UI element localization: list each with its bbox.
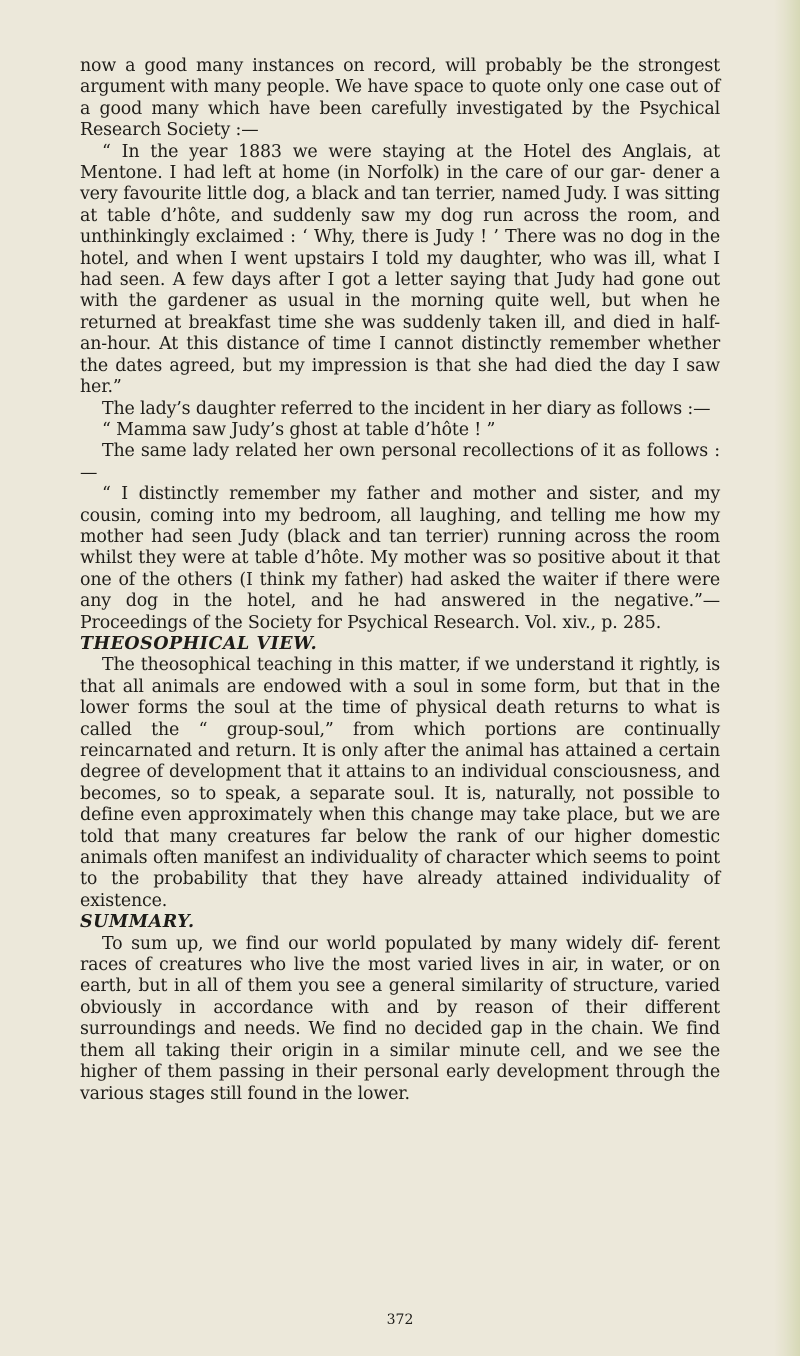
paragraph-diary-quote: “ Mamma saw Judy’s ghost at table d’hôte ! ” [102, 419, 496, 440]
paragraph: The theosophical teaching in this matter, if we understand it rightly, is that all animals are endowed with a soul in some form, but that in the lower forms the soul at the time of physical death returns to what is called the “ group-soul,” from which portions are continually reincarnated and return. It is only after the animal has attained a certain degree of development that it attains to an individual consciousness, and becomes, so to speak, a separate soul. It is, naturally, not possible to define even approximately when this change may take place, but we are told that many creatures far below the rank of our higher domestic animals often manifest an individuality of character which seems to point to the probability that they have already attained individuality of existence. [80, 655, 720, 911]
page-number: 372 [386, 1312, 414, 1328]
paragraph: The same lady related her own personal recollections of it as follows :— [80, 441, 720, 483]
paragraph: now a good many instances on record, will probably be the strongest argument with many people. We have space to quote only one case out of a good many which have been carefully investigated by the Psychical Research Society :— [80, 56, 720, 141]
section-heading-theosophical-view: THEOSOPHICAL VIEW. [80, 633, 318, 654]
paragraph-recollection-quote: “ I distinctly remember my father and mother and sister, and my cousin, coming into my bedroom, all laughing, and telling me how my mother had seen Judy (black and tan terrier) running across the room whilst they were at table d’hôte. My mother was so positive about it that one of the others (I think my father) had asked the waiter if there were any dog in the hotel, and he had answered in the negative.”—Proceedings of the Society for Psychical Research. Vol. xiv., p. 285. [80, 484, 720, 633]
paragraph-quote-hotel: “ In the year 1883 we were staying at the Hotel des Anglais, at Mentone. I had left at home (in Norfolk) in the care of our gar- dener a very favourite little dog, a black and tan terrier, named Judy. I was sitting at table d’hôte, and suddenly saw my dog run across the room, and unthinkingly exclaimed : ‘ Why, there is Judy ! ’ There was no dog in the hotel, and when I went upstairs I told my daughter, who was ill, what I had seen. A few days after I got a letter saying that Judy had gone out with the gardener as usual in the morning quite well, but when he returned at breakfast time she was suddenly taken ill, and died in half-an-hour. At this distance of time I cannot distinctly remember whether the dates agreed, but my impression is that she had died the day I saw her.” [80, 141, 720, 398]
section-heading-summary: SUMMARY. [80, 912, 195, 933]
page-edge-shading [774, 0, 800, 1356]
page-body [80, 56, 720, 1105]
paragraph: To sum up, we find our world populated by many widely dif- ferent races of creatures who live the most varied lives in air, in water, or on earth, but in all of them you see a general similarity of structure, varied obviously in accordance with and by reason of their different surroundings and needs. We find no decided gap in the chain. We find them all taking their origin in a similar minute cell, and we see the higher of them passing in their personal early development through the various stages still found in the lower. [80, 933, 720, 1104]
paragraph: The lady’s daughter referred to the incident in her diary as follows :— [102, 398, 711, 419]
